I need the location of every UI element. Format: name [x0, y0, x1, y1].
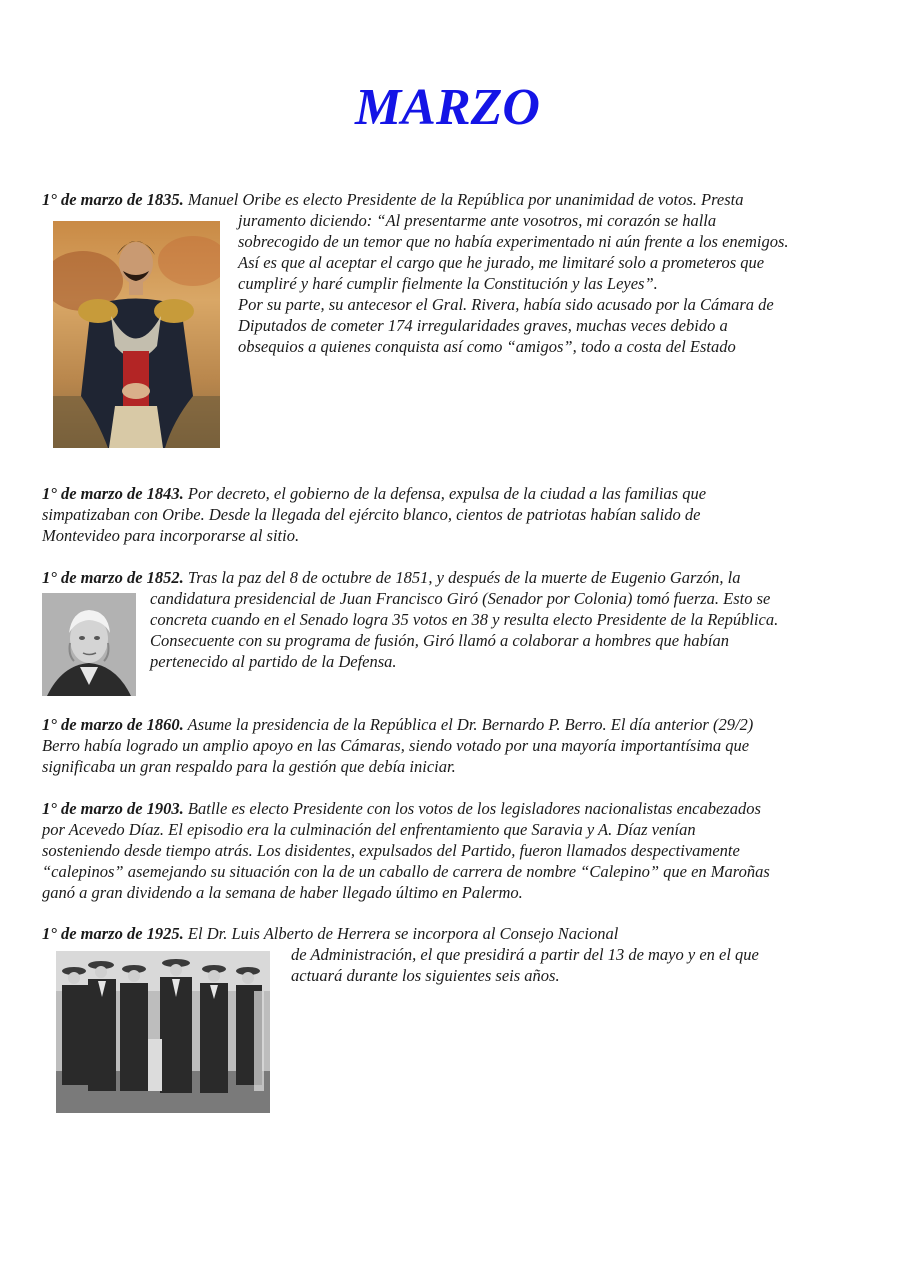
entry-text-line: Montevideo para incorporarse al sitio.: [42, 526, 300, 545]
portrait-painting-manuel-oribe: [53, 221, 220, 448]
entry-text-line: juramento diciendo: “Al presentarme ante vosotros, mi corazón se halla: [238, 211, 717, 230]
entry-text-line: ganó a gran dividendo a la semana de haber llegado último en Palermo.: [42, 883, 523, 902]
entry-text-line: cumpliré y haré cumplir fielmente la Constitución y las Leyes”.: [238, 274, 658, 293]
entry-date: 1° de marzo de 1925.: [42, 924, 184, 943]
entry-date: 1° de marzo de 1903.: [42, 799, 184, 818]
portrait-engraving-juan-francisco-giro: [42, 593, 136, 696]
entry-text-line: simpatizaban con Oribe. Desde la llegada del ejército blanco, cientos de patriotas habían salido de: [42, 505, 701, 524]
entry-text-line: pertenecido al partido de la Defensa.: [150, 652, 397, 671]
group-photograph-herrera: [56, 951, 270, 1113]
entry-text-line: significaba un gran respaldo para la gestión que debía iniciar.: [42, 757, 456, 776]
entry-text-line: 1° de marzo de 1852. Tras la paz del 8 de octubre de 1851, y después de la muerte de Eugenio Garzón, la: [42, 568, 741, 587]
entry-text-line: Berro había logrado un amplio apoyo en las Cámaras, siendo votado por una mayoría importantísima que: [42, 736, 750, 755]
entry-date: 1° de marzo de 1843.: [42, 484, 184, 503]
entry-date: 1° de marzo de 1835.: [42, 190, 184, 209]
entry-text-line: actuará durante los siguientes seis años.: [291, 966, 560, 985]
page-title: MARZO: [355, 79, 540, 136]
entry-text-line: 1° de marzo de 1835. Manuel Oribe es electo Presidente de la República por unanimidad de votos. Presta: [42, 190, 744, 209]
entry-text-line: Diputados de cometer 174 irregularidades graves, muchas veces debido a: [238, 316, 728, 335]
entry-text-line: candidatura presidencial de Juan Francisco Giró (Senador por Colonia) tomó fuerza. Esto se: [150, 589, 771, 608]
entry-text-line: “calepinos” asemejando su situación con la de un caballo de carrera de nombre “Calepino” que en Maroñas: [42, 862, 770, 881]
entry-text-line: concreta cuando en el Senado logra 35 votos en 38 y resulta electo Presidente de la República.: [150, 610, 779, 629]
entry-text-line: Consecuente con su programa de fusión, Giró llamó a colaborar a hombres que habían: [150, 631, 729, 650]
entry-text-line: 1° de marzo de 1925. El Dr. Luis Alberto de Herrera se incorpora al Consejo Nacional: [42, 924, 619, 943]
entry-text-line: Así es que al aceptar el cargo que he jurado, me limitaré solo a prometeros que: [238, 253, 765, 272]
entry-text-line: por Acevedo Díaz. El episodio era la culminación del enfrentamiento que Saravia y A. Díaz venían: [42, 820, 696, 839]
entry-date: 1° de marzo de 1852.: [42, 568, 184, 587]
entry-text-line: 1° de marzo de 1860. Asume la presidencia de la República el Dr. Bernardo P. Berro. El día anterior (29/2): [42, 715, 754, 734]
entry-text-line: Por su parte, su antecesor el Gral. Rivera, había sido acusado por la Cámara de: [238, 295, 774, 314]
entry-text-line: 1° de marzo de 1903. Batlle es electo Presidente con los votos de los legisladores nacionalistas encabezados: [42, 799, 761, 818]
entry-text-line: sobrecogido de un temor que no había experimentado ni aún frente a los enemigos.: [238, 232, 789, 251]
entry-text-line: de Administración, el que presidirá a partir del 13 de mayo y en el que: [291, 945, 759, 964]
entry-text-line: sosteniendo desde tiempo atrás. Los disidentes, expulsados del Partido, fueron llamados despectivamente: [42, 841, 740, 860]
entry-date: 1° de marzo de 1860.: [42, 715, 184, 734]
entry-text-line: 1° de marzo de 1843. Por decreto, el gobierno de la defensa, expulsa de la ciudad a las familias que: [42, 484, 707, 503]
entry-text-line: obsequios a quienes conquista así como “amigos”, todo a costa del Estado: [238, 337, 736, 356]
